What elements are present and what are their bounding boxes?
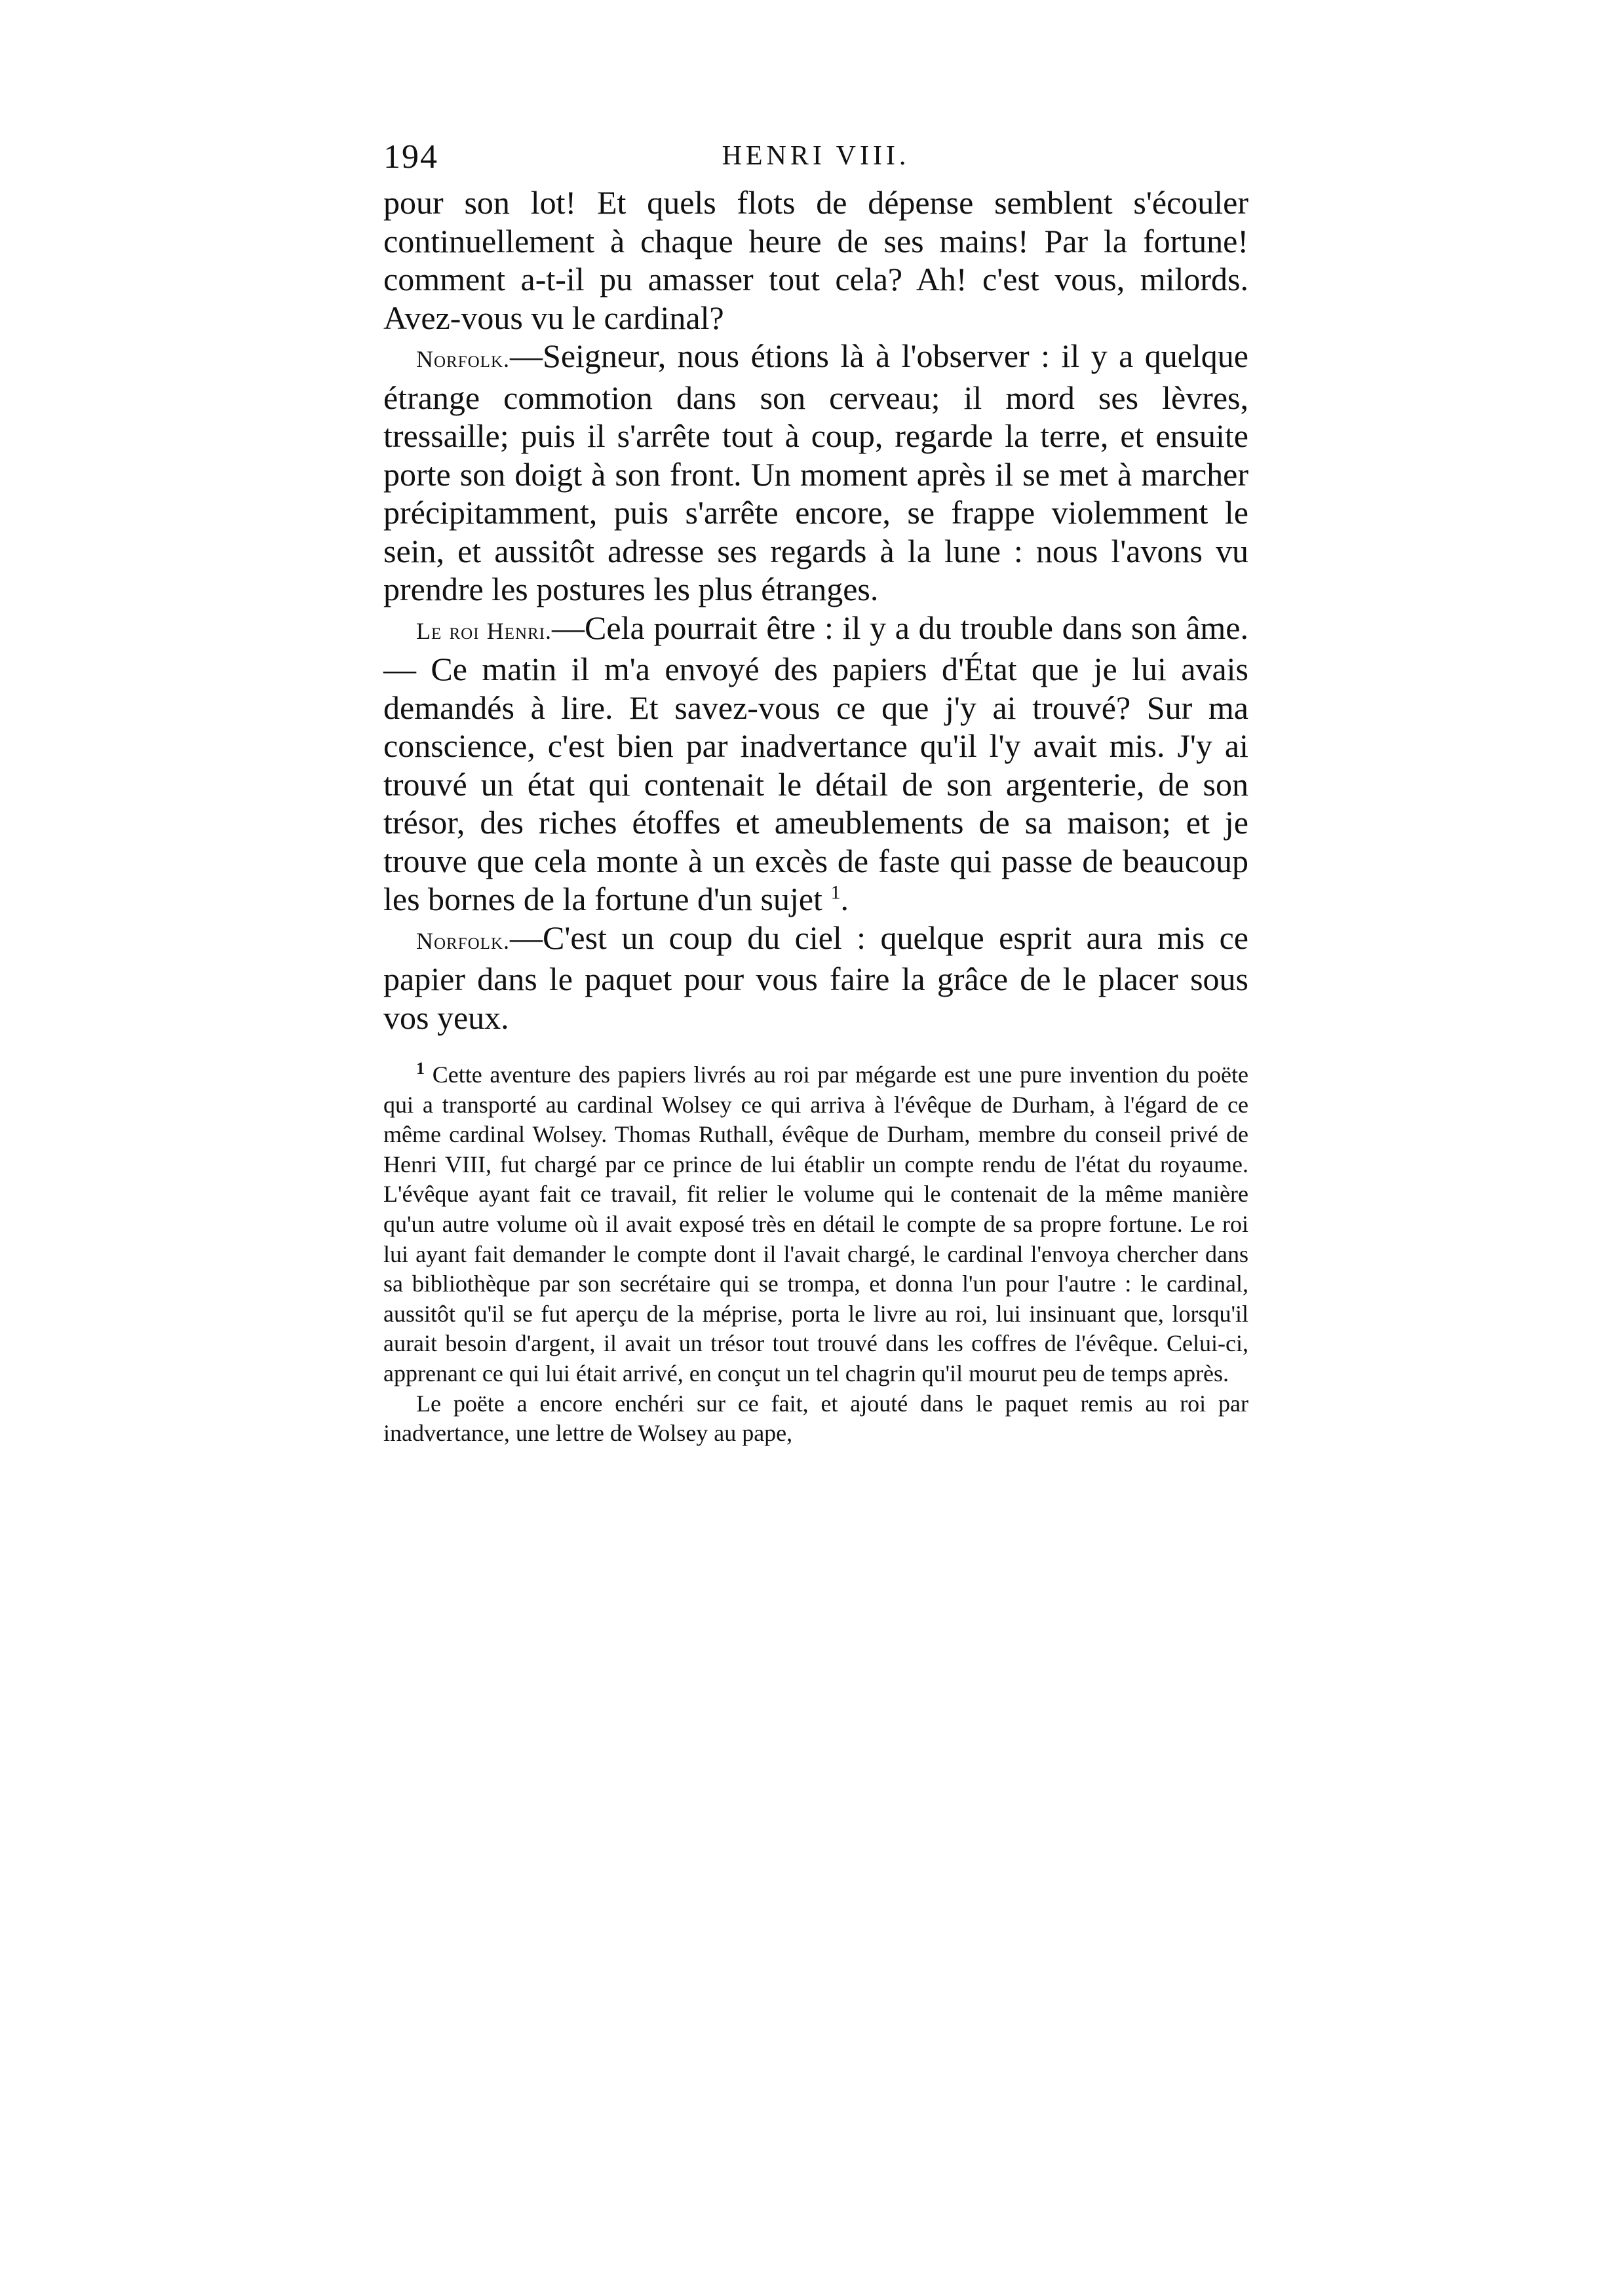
footnote-text: Cette aventure des papiers livrés au roi par mégarde est une pure invention du poëte qui a transporté au cardinal Wolsey ce qui arriva à l'évêque de Durham, à l'égard de ce même cardinal Wolsey. Thomas Ruthall, évêque de Durham, membre du conseil privé de Henri VIII, fut chargé par ce prince de lui établir un compte rendu de l'état du royaume. L'évêque ayant fait ce travail, fit relier le volume qui le contenait de la même manière qu'un autre volume où il avait exposé très en détail le compte de sa propre fortune. Le roi lui ayant fait demander le compte dont il l'avait chargé, le cardinal l'envoya chercher dans sa bibliothèque par son secrétaire qui se trompa, et donna l'un pour l'autre : le cardinal, aussitôt qu'il se fut aperçu de la méprise, porta le livre au roi, lui insinuant que, lorsqu'il aurait besoin d'argent, il avait un trésor tout trouvé dans les coffres de l'évêque. Celui-ci, apprenant ce qui lui était arrivé, en conçut un tel chagrin qu'il mourut peu de temps après. (383, 1062, 1248, 1387)
speech-text: —C'est un coup du ciel : quelque esprit aura mis ce papier dans le paquet pour vous faire la grâce de le placer sous vos yeux. (383, 919, 1248, 1036)
running-title: HENRI VIII. (722, 141, 910, 171)
main-text (383, 183, 1248, 1037)
speaker-name: Norfolk. (416, 927, 511, 954)
paragraph (383, 337, 1248, 609)
speech-text: —Cela pourrait être : il y a du trouble dans son âme. — Ce matin il m'a envoyé des papiers d'État que je lui avais demandés à lire. Et savez-vous ce que j'y ai trouvé? Sur ma conscience, c'est bien par inadvertance qu'il l'y avait mis. J'y ai trouvé un état qui contenait le détail de son argenterie, de son trésor, des riches étoffes et ameublements de sa maison; et je trouve que cela monte à un excès de faste qui passe de beaucoup les bornes de la fortune d'un sujet (383, 609, 1248, 917)
punctuation: . (840, 881, 849, 917)
footnote-continuation (383, 1389, 1248, 1449)
paragraph (383, 609, 1248, 919)
paragraph (383, 919, 1248, 1037)
footnotes (383, 1060, 1248, 1449)
paragraph-text: pour son lot! Et quels flots de dépense semblent s'écouler continuellement à chaque heure de ses mains! Par la fortune! comment a-t-il pu amasser tout cela? Ah! c'est vous, milords. Avez-vous vu le cardinal? (383, 184, 1248, 336)
footnote-text: Le poëte a encore enchéri sur ce fait, et ajouté dans le paquet remis au roi par inadvertance, une lettre de Wolsey au pape, (383, 1390, 1248, 1447)
footnote (383, 1060, 1248, 1389)
page-number: 194 (383, 138, 438, 176)
footnote-mark: 1 (416, 1059, 425, 1078)
speech-text: —Seigneur, nous étions là à l'observer : il y a quelque étrange commotion dans son cerveau; il mord ses lèvres, tressaille; puis il s'arrête tout à coup, regarde la terre, et ensuite porte son doigt à son front. Un moment après il se met à marcher précipitamment, puis s'arrête encore, se frappe violemment le sein, et aussitôt adresse ses regards à la lune : nous l'avons vu prendre les postures les plus étranges. (383, 337, 1248, 607)
speaker-name: Le roi Henri. (416, 617, 552, 644)
footnote-reference: 1 (830, 881, 841, 904)
book-page (383, 131, 1248, 1449)
speaker-name: Norfolk. (416, 346, 511, 372)
page-header (383, 131, 1248, 183)
paragraph (383, 183, 1248, 337)
